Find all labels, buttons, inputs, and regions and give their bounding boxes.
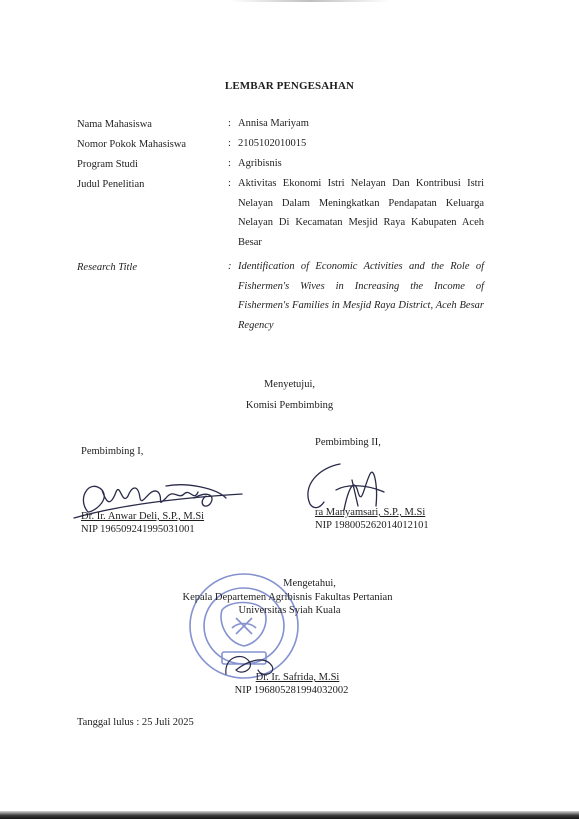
label-research-title-id: Judul Penelitian (77, 179, 145, 190)
colon: : (228, 261, 232, 272)
signature-2-graphic (296, 446, 406, 516)
acknowledge-nip: NIP 196805281994032002 (234, 685, 349, 696)
acknowledge-name: Dr. Ir. Safrida, M.Si (255, 672, 340, 683)
value-research-title-id (228, 174, 484, 252)
approval-line1: Menyetujui, (263, 379, 316, 390)
page-bottom-edge (0, 811, 579, 819)
page-edge-shadow (230, 0, 390, 2)
label-student-number: Nomor Pokok Mahasiswa (77, 139, 187, 150)
value-study-program (228, 154, 484, 174)
value-student-name (228, 114, 484, 134)
research-title-en: Identification of Economic Activities and the Role of Fishermen's Wives in Increasing the Income of Fishermen's Families in Mesjid Raya District, Aceh Besar Regency (238, 261, 484, 331)
student-number: 2105102010015 (238, 138, 307, 149)
graduation-date: Tanggal lulus : 25 Juli 2025 (77, 717, 194, 728)
study-program: Agribisnis (238, 158, 282, 169)
colon: : (228, 178, 231, 189)
colon: : (228, 138, 231, 149)
colon: : (228, 158, 231, 169)
supervisor1-nip: NIP 196509241995031001 (81, 524, 195, 535)
value-student-number (228, 134, 484, 154)
label-research-title-en: Research Title (77, 262, 137, 273)
supervisor1-heading: Pembimbing I, (81, 446, 144, 457)
supervisor1-name: Dr. Ir. Anwar Deli, S.P., M.Si (81, 511, 205, 522)
supervisor2-nip: NIP 198005262014012101 (315, 520, 429, 531)
acknowledge-line2: Kepala Departemen Agribisnis Fakultas Pertanian (182, 592, 393, 603)
acknowledge-line3: Universitas Syiah Kuala (238, 605, 341, 616)
research-title-id: Aktivitas Ekonomi Istri Nelayan Dan Kontribusi Istri Nelayan Dalam Meningkatkan Pendapatan Keluarga Nelayan Di Kecamatan Mesjid Raya Kabupaten Aceh Besar (238, 178, 484, 248)
colon: : (228, 118, 231, 129)
label-study-program: Program Studi (77, 159, 138, 170)
acknowledge-line1: Mengetahui, (283, 578, 336, 589)
student-name: Annisa Mariyam (238, 118, 309, 129)
supervisor2-heading: Pembimbing II, (315, 437, 381, 448)
page-title: LEMBAR PENGESAHAN (224, 80, 355, 92)
approval-line2: Komisi Pembimbing (245, 400, 334, 411)
label-student-name: Nama Mahasiswa (77, 119, 152, 130)
supervisor2-name: ra Manyamsari, S.P., M.Si (315, 507, 426, 518)
value-research-title-en (228, 257, 484, 335)
